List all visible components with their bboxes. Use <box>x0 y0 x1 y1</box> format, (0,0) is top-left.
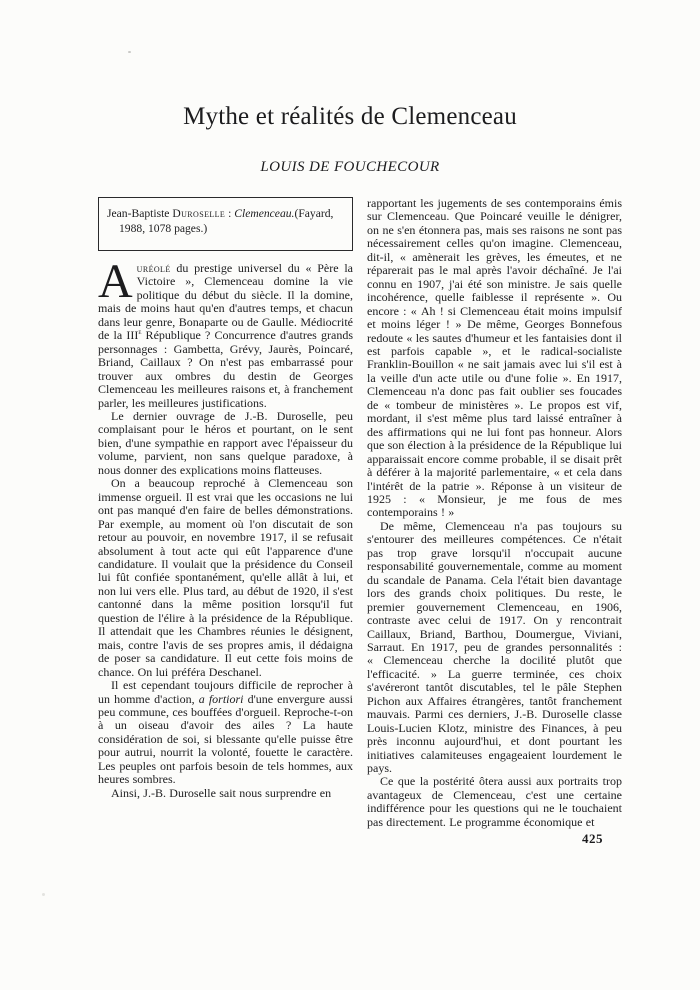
paragraph <box>367 197 622 520</box>
drop-cap: A <box>98 255 133 308</box>
text-run: République ? Concurrence d'autres grands personnages : Gambetta, Grévy, Jaurès, Poincaré, Briand, Caillaux ? On n'est pas embarrassé pour trouver aux ombres du destin de Georges Clemenceau les meilleures raisons et, à franchement parler, les meilleures justifications. <box>98 328 354 410</box>
page-number: 425 <box>582 831 603 846</box>
text-run: Le dernier ouvrage de J.-B. Duroselle, peu complaisant pour le héros et pourtant, on le sent bien, d'une sympathie en rapport avec l'épaisseur du volume, parvient, non sans quelque paradoxe, à nous donner des explications moins flatteuses. <box>98 408 353 477</box>
left-column-text <box>98 255 354 800</box>
scan-artifact <box>128 51 131 53</box>
text-run: De même, Clemenceau n'a pas toujours su s'entourer des meilleures compétences. Ce n'était pas trop grave lorsqu'il n'occupait aucune responsabilité gouvernementale, comme au moment du scandale de Panama. Cela l'était bien davantage lors des grands choix politiques. Du reste, le premier gouvernement Clemenceau, en 1906, contraste avec celui de 1917. On y rencontrait Caillaux, Briand, Barthou, Doumergue, Viviani, Sarraut. En 1917, peu de grandes personnalités : « Clemenceau cherche la docilité plutôt que l'efficacité. » La guerre terminée, ces choix s'avéreront tantôt discutables, tel le pâle Stephen Pichon aux Affaires étrangères, tantôt franchement mauvais. Parmi ces derniers, J.-B. Duroselle classe Louis-Lucien Klotz, ministre des Finances, à peu près inconnu aujourd'hui, et dont pourtant les initiatives calamiteuses engageaient lourdement le pays. <box>367 518 622 776</box>
paragraph <box>98 679 353 787</box>
text-run: (Fayard, 1988, 1078 pages.) <box>119 207 334 235</box>
text-run-smallcaps: uréolé <box>136 261 171 275</box>
citation-text <box>107 207 344 236</box>
text-run: Il est cependant toujours difficile de reprocher à un homme d'action, <box>98 678 353 706</box>
paragraph <box>367 775 622 829</box>
text-run-italic: a fortiori <box>198 691 244 706</box>
author-name: LOUIS DE FOUCHECOUR <box>260 159 440 175</box>
text-run: Ainsi, J.-B. Duroselle sait nous surprendre en <box>111 785 332 800</box>
left-column <box>98 197 353 829</box>
paragraph <box>98 410 353 477</box>
paragraph <box>98 255 354 410</box>
text-run-super: e <box>138 327 142 337</box>
article-title: Mythe et réalités de Clemenceau <box>183 103 517 130</box>
text-run-smallcaps: Duroselle <box>172 207 226 220</box>
text-run: : <box>225 207 235 220</box>
paragraph <box>98 787 353 800</box>
article-body <box>98 197 622 829</box>
text-run: On a beaucoup reproché à Clemenceau son immense orgueil. Il est vrai que les occasions ne lui ont pas manqué d'en faire de belles démonstrations. Par exemple, au moment où l'on discutait de son retour au pouvoir, en novembre 1917, il se refusait absolument à tout acte qui eût l'apparence d'une candidature. Il voulait que la présidence du Conseil lui fût confiée spontanément, qu'elle allât à lui, et non lui vers elle. Plus tard, au début de 1920, il s'est cantonné dans la même position lorsqu'il fut question de l'élire à la présidence de la République. Il attendait que les Chambres réunies le désignent, mais, contre l'avis de ses propres amis, il dédaigna de poser sa candidature. Il eut cette fois moins de chance. On lui préféra Deschanel. <box>98 476 353 679</box>
citation-box <box>98 197 353 251</box>
text-run-italic: Clemenceau. <box>234 207 295 220</box>
right-column <box>367 197 622 829</box>
paragraph <box>367 520 622 776</box>
text-run: Jean-Baptiste <box>107 207 173 220</box>
text-run: rapportant les jugements de ses contemporains émis sur Clemenceau. Que Poincaré veuille le dénigrer, on ne s'en étonnera pas, mais ses raisons ne sont pas nécessairement celles qu'on imagine. Clemenceau, dit-il, « amènerait les grèves, les émeutes, et ne réparerait pas le mal après l'avoir déchaîné. Je l'ai connu en 1907, j'ai été son ministre. Je sais quelle incohérence, quelle faiblesse il représente ». Ou encore : « Ah ! si Clemenceau était moins impulsif et moins léger ! » De même, Georges Bonnefous redoute « les sautes d'humeur et les fantaisies dont il est parfois capable », et le radical-socialiste Franklin-Bouillon « ne sait jamais avec lui s'il est à la veille d'un acte utile ou d'une folie ». En 1917, Clemenceau n'a donc pas fait oublier ses foucades de « tombeur de ministères ». Le propos est vif, mordant, il s'est même plus tard laissé entraîner à des affirmations qui ne lui font pas honneur. Alors que son élection à la présidence de la République lui apparaissait encore comme probable, il se disait prêt à déférer à la majorité parlementaire, « et cela dans l'intérêt de la patrie ». Réponse à un visiteur de 1925 : « Monsieur, je me fous de mes contemporains ! » <box>367 196 622 520</box>
text-run: du prestige universel du « Père la Victoire », Clemenceau domine la vie politique du début du siècle. Il la domine, mais de moins haut qu'en d'autres temps, et chacun dans leur genre, Bonaparte ou de Gaulle. Médiocrité de la III <box>98 261 353 343</box>
paragraph <box>98 477 353 679</box>
scan-artifact <box>42 893 45 896</box>
text-run: d'une envergure aussi peu commune, ces bouffées d'orgueil. Reproche-t-on à un oiseau d'avoir des ailes ? La haute considération de soi, si blessante qu'elle puisse être pour autrui, nourrit la volonté, fouette le caractère. Les peuples ont parfois besoin de tels hommes, aux heures sombres. <box>98 691 353 787</box>
text-run: Ce que la postérité ôtera aussi aux portraits trop avantageux de Clemenceau, c'est une certaine indifférence pour les questions qui ne le touchaient pas directement. Le programme économique et <box>367 774 622 829</box>
